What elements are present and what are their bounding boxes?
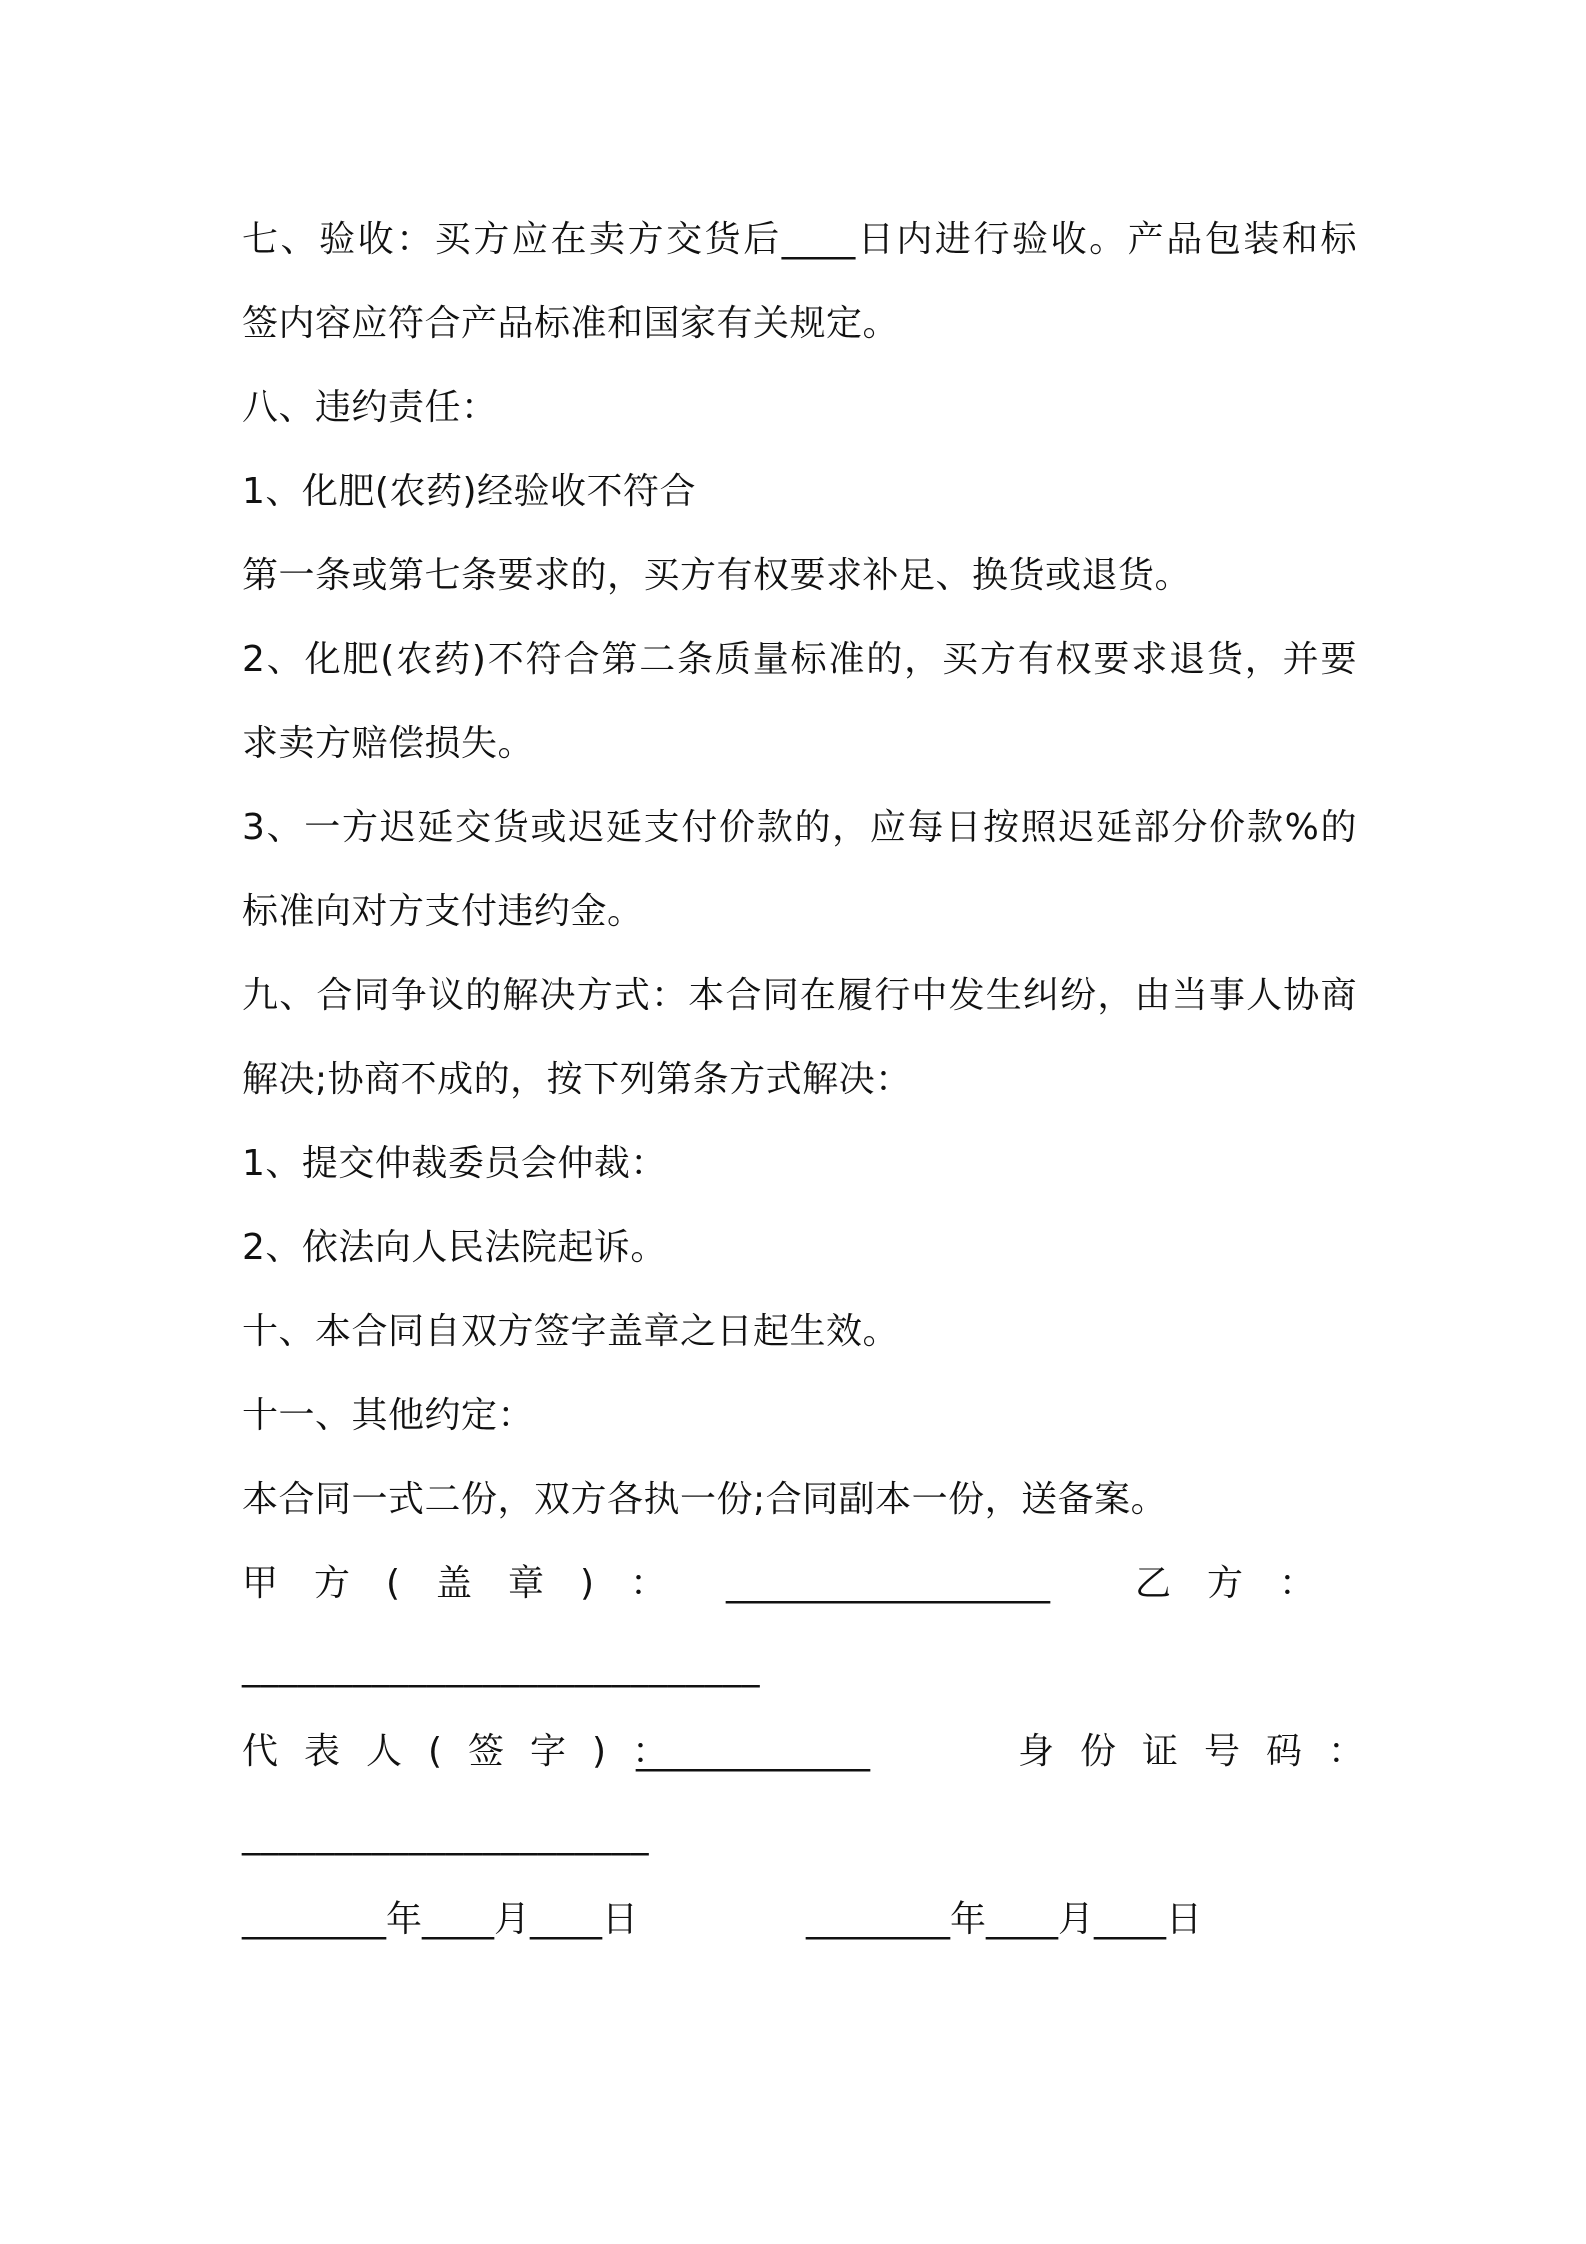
clause-11-heading: 十一、其他约定： (242, 1395, 535, 1436)
clause-9-item-2: 2、依法向人民法院起诉。 (242, 1227, 667, 1268)
party-signature-row (242, 1542, 1357, 1626)
party-b-label: 乙方： (1135, 1563, 1352, 1604)
clause-8-item-1-line-2: 第一条或第七条要求的，买方有权要求补足、换货或退货。 (242, 555, 1192, 596)
clause-7-line-1: 七、验收：买方应在卖方交货后____日内进行验收。产品包装和标 (242, 219, 1357, 260)
party-b-blank: ____________________________ (242, 1647, 760, 1688)
clause-8-item-3-line-2: 标准向对方支付违约金。 (242, 891, 644, 932)
clause-8-item-3-line-1: 3、一方迟延交货或迟延支付价款的，应每日按照迟延部分价款%的 (242, 807, 1357, 848)
party-a-label: 甲方(盖章)： (242, 1563, 703, 1604)
date-left: ________年____月____日 (242, 1899, 638, 1940)
clause-8-item-2-line-2: 求卖方赔偿损失。 (242, 723, 535, 764)
representative-row (242, 1710, 1391, 1794)
clause-10: 十、本合同自双方签字盖章之日起生效。 (242, 1311, 900, 1352)
contract-body (242, 198, 1391, 1962)
clause-11-text: 本合同一式二份，双方各执一份;合同副本一份，送备案。 (242, 1479, 1168, 1520)
clause-9-item-1: 1、提交仲裁委员会仲裁： (242, 1143, 667, 1184)
representative-label: 代表人(签字)： (242, 1731, 695, 1772)
clause-9-line-2: 解决;协商不成的，按下列第条方式解决： (242, 1059, 912, 1100)
representative-blank: _____________ (636, 1731, 870, 1772)
party-a-blank: __________________ (726, 1563, 1050, 1604)
clause-8-heading: 八、违约责任： (242, 387, 498, 428)
clause-7-line-2: 签内容应符合产品标准和国家有关规定。 (242, 303, 900, 344)
date-right: ________年____月____日 (806, 1899, 1202, 1940)
clause-8-item-1-line-1: 1、化肥(农药)经验收不符合 (242, 471, 696, 512)
date-row (242, 1878, 1357, 1962)
clause-9-line-1: 九、合同争议的解决方式：本合同在履行中发生纠纷，由当事人协商 (242, 975, 1357, 1016)
id-number-label: 身份证号码： (1018, 1731, 1391, 1772)
clause-8-item-2-line-1: 2、化肥(农药)不符合第二条质量标准的，买方有权要求退货，并要 (242, 639, 1357, 680)
id-number-blank: ______________________ (242, 1815, 649, 1856)
